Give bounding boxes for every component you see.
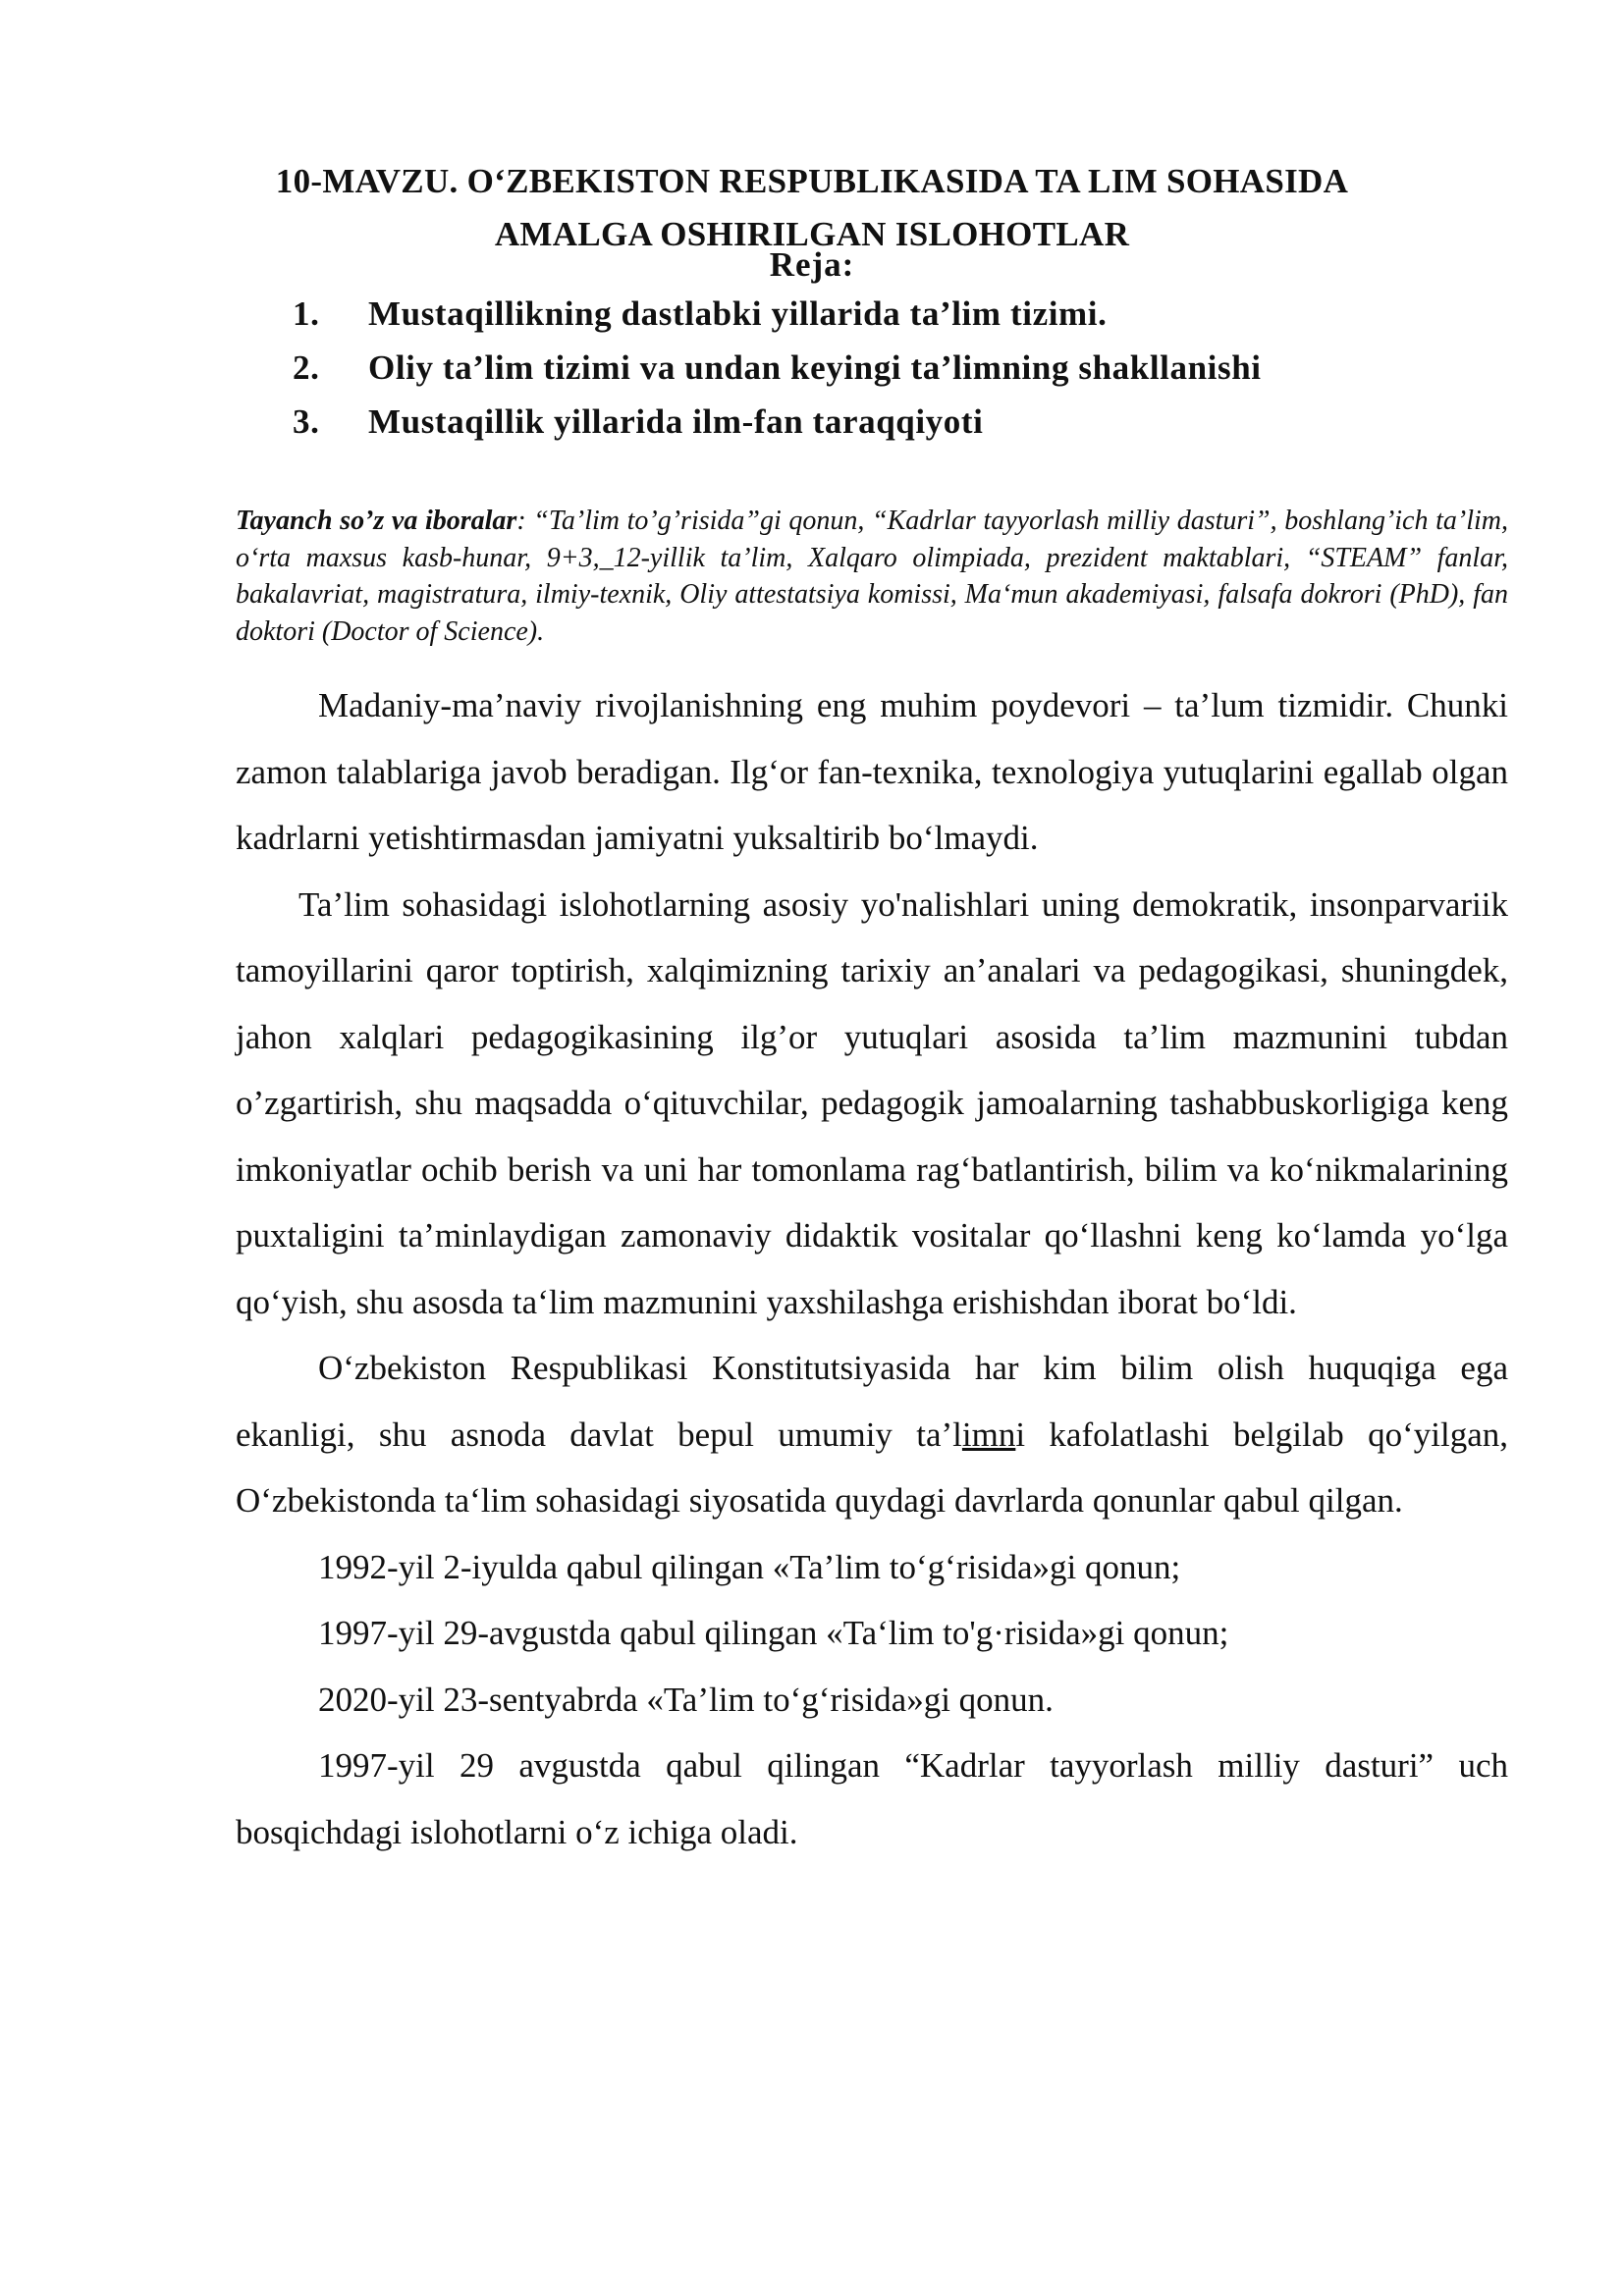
law-2020: 2020-yil 23-sentyabrda «Ta’lim to‘g‘risida»gi qonun. [318,1680,1054,1719]
underlined-fragment: imn [961,1415,1016,1454]
plan-item-number: 1. [293,294,320,333]
law-1997: 1997-yil 29-avgustda qabul qilingan «Ta‘lim to'g·risida»gi qonun; [318,1614,1229,1652]
paragraph-1: Madaniy-ma’naviy rivojlanishning eng muhim poydevori – ta’lum tizmidir. Chunki zamon talablariga javob beradigan. Ilg‘or fan-texnika, texnologiya yutuqlarini egallab olgan kadrlarni yetishtirmasdan jamiyatni yuksaltirib bo‘lmaydi. [236,686,1508,857]
plan-item-number: 2. [293,348,320,387]
topic-title-line-1: 10-MAVZU. O‘ZBEKISTON RESPUBLIKASIDA TA LIM SOHASIDA [275,162,1349,200]
plan-heading: Reja: [769,245,855,284]
paragraph-3 [236,1335,1508,1534]
keywords-label: Tayanch so’z va iboralar [236,506,517,536]
plan-item-text: Mustaqillikning dastlabki yillarida ta’lim tizimi. [368,294,1108,333]
body-text [236,672,1508,1865]
plan-item-number: 3. [293,402,320,441]
law-1992: 1992-yil 2-iyulda qabul qilingan «Ta’lim to‘g‘risida»gi qonun; [318,1547,1181,1586]
plan-item-text: Mustaqillik yillarida ilm-fan taraqqiyoti [368,402,984,441]
keywords-block [236,503,1508,650]
plan-item-text: Oliy ta’lim tizimi va undan keyingi ta’limning shakllanishi [368,348,1262,387]
keywords-text: : “Ta’lim to’g’risida”gi qonun, “Kadrlar tayyorlash milliy dasturi”, boshlang’ich ta’lim, o‘rta maxsus kasb-hunar, 9+3,_12-yillik ta’lim, Xalqaro olimpiada, prezident maktablari, “STEAM” fanlar, bakalavriat, magistratura, ilmiy-texnik, Oliy attestatsiya komissi, Ma‘mun akademiyasi, falsafa dokrori (PhD), fan doktori (Doctor of Science). [236,506,1508,647]
topic-title-line-2: AMALGA OSHIRILGAN ISLOHOTLAR [494,215,1130,253]
paragraph-3-text-b: i kafolatlashi belgilab qo‘yilgan, O‘zbekistonda ta‘lim sohasidagi siyosatida quydagi davrlarda qonunlar qabul qilgan. [236,1415,1508,1520]
paragraph-2: Ta’lim sohasidagi islohotlarning asosiy yo'nalishlari uning demokratik, insonparvariik tamoyillarini qaror toptirish, xalqimizning tarixiy an’analari va pedagogikasi, shuningdek, jahon xalqlari pedagogikasining ilg’or yutuqlari asosida ta’lim mazmunini tubdan o’zgartirish, shu maqsadda o‘qituvchilar, pedagogik jamoalarning tashabbuskorligiga keng imkoniyatlar ochib berish va uni har tomonlama rag‘batlantirish, bilim va ko‘nikmalarining puxtaligini ta’minlaydigan zamonaviy didaktik vositalar qo‘llashni keng ko‘lamda yo‘lga qo‘yish, shu asosda ta‘lim mazmunini yaxshilashga erishishdan iborat bo‘ldi. [236,884,1508,1321]
paragraph-3-text-a: O‘zbekiston Respublikasi Konstitutsiyasida har kim bilim olish huquqiga ega ekanligi, shu asnoda davlat bepul umumiy ta’l [236,1349,1508,1454]
paragraph-kadrlar: 1997-yil 29 avgustda qabul qilingan “Kadrlar tayyorlash milliy dasturi” uch bosqichdagi islohotlarni o‘z ichiga oladi. [236,1746,1508,1851]
